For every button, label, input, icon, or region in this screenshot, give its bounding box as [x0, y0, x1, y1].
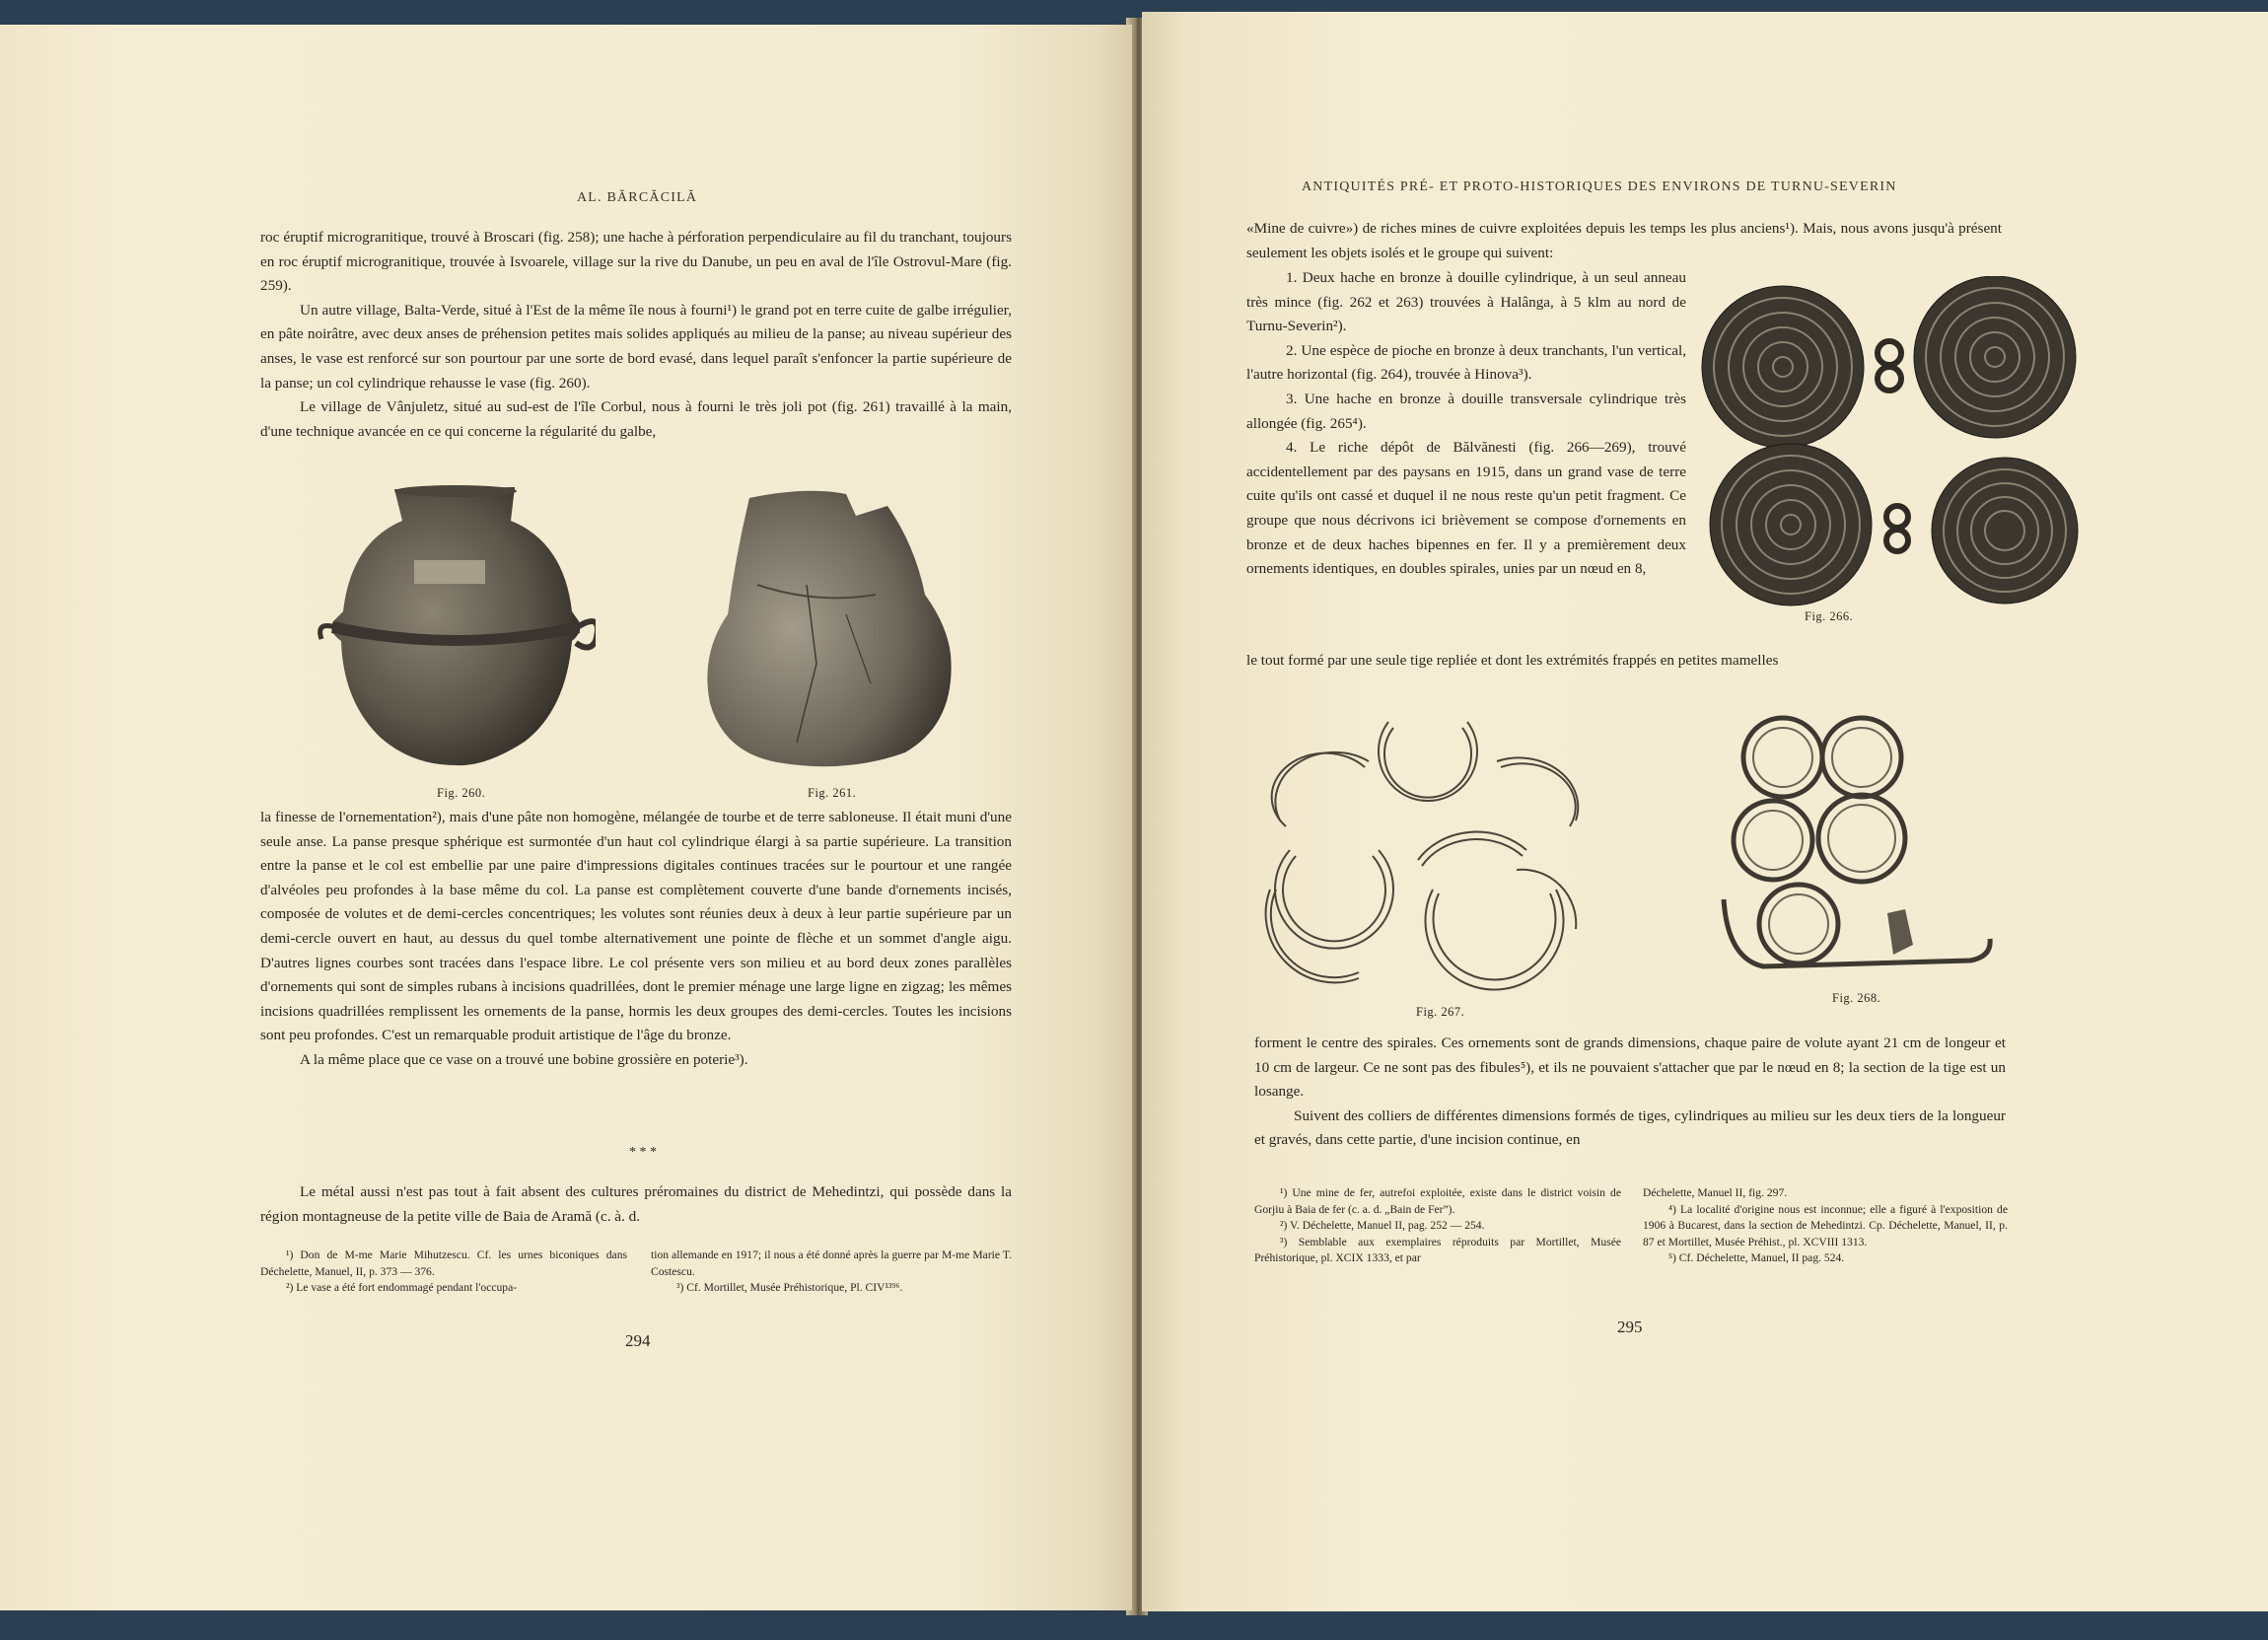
right-paragraph-1: «Mine de cuivre») de riches mines de cuivre exploitées depuis les temps les plus anciens¹). Mais, nous avons jusqu'à présent seulement les objets isolés et le groupe qui suivent: [1246, 220, 2002, 261]
right-footnote-3-cont: Déchelette, Manuel II, fig. 297. [1643, 1186, 1788, 1199]
left-paragraph-2: Un autre village, Balta-Verde, situé à l'Est de la même île nous à fourni¹) le grand pot en terre cuite de galbe irrégulier, en pâte noirâtre, avec deux anses de préhension petites mais solides appliqués au milieu de la panse; au niveau supérieur des anses, le vase est renforcé sur son pourtour par une sorte de bord evasé, dans lequel paraît s'enfoncer la partie supérieure de la panse; un col cylindrique rehausse le vase (fig. 260). [260, 301, 1012, 392]
left-footnote-2-cont: tion allemande en 1917; il nous a été donné après la guerre par M-me Marie T. Costescu. [651, 1248, 1012, 1278]
fig-268-rings-image [1704, 702, 2000, 988]
right-footnote-2: ²) V. Déchelette, Manuel II, pag. 252 — 254. [1280, 1219, 1485, 1232]
fig-267-collars-drawing [1260, 702, 1605, 998]
right-footnote-5: ⁵) Cf. Déchelette, Manuel, II pag. 524. [1668, 1251, 1845, 1264]
left-footnote-1: ¹) Don de M-me Marie Mihutzescu. Cf. les urnes biconiques dans Déchelette, Manuel, II, p. 373 — 376. [260, 1248, 627, 1278]
left-footnotes-col-1 [260, 1248, 627, 1297]
right-paragraph-after: forment le centre des spirales. Ces ornements sont de grands dimensions, chaque paire de volute ayant 21 cm de longeur et 10 cm de largeur. Ce ne sont pas des fibules⁵), et ils ne pouvaient s'attacher que par le nœud en 8; la section de la tige est un losange. [1254, 1034, 2006, 1101]
fig-261-caption: Fig. 261. [808, 786, 857, 800]
left-paragraph-3: Le village de Vânjuletz, situé au sud-est de l'île Corbul, nous à fourni le très joli pot (fig. 261) travaillé à la main, d'une technique avancée en ce qui concerne la régularité du galbe, [260, 398, 1012, 440]
right-item-2: 2. Une espèce de pioche en bronze à deux tranchants, l'un vertical, l'autre horizontal (fig. 264), trouvée à Hinova³). [1246, 341, 1686, 384]
right-item-4: 4. Le riche dépôt de Bălvănesti (fig. 266—269), trouvé accidentellement par des paysans en 1915, dans un grand vase de terre cuite qu'ils ont cassé et duquel il ne nous reste qu'un petit fragment. Ce groupe que nous décrivons ici brièvement se compose d'ornements en bronze et de deux haches bipennes en fer. Il y a premièrement deux ornements identiques, en doubles spirales, unies par un nœud en 8, [1246, 439, 1686, 578]
running-header-left: AL. BĂRCĂCILĂ [577, 190, 698, 205]
left-text-bottom [260, 806, 1012, 1073]
left-paragraph-4: la finesse de l'ornementation²), mais d'une pâte non homogène, mélangée de tourbe et de terre sabloneuse. Il était muni d'une seule anse. La panse presque sphérique est surmontée d'un haut col cylindrique élargi à sa partie supérieure. La transition entre la panse et le col est embellie par une paire d'impressions digitales continues tracées sur le pourtour et une rangée d'alvéoles peu profondes à la base même du col. La panse est complètement couverte d'une bande d'ornements incisés, composée de volutes et de demi-cercles concentriques; les volutes sont réunies deux à deux à leur partie supérieure par un demi-cercle ouvert en haut, au dessus du quel tombe alternativement une pointe de flèche et un sommet d'angle aigu. D'autres lignes courbes sont tracées dans l'espace libre. Le col présente vers son milieu et au bord deux zones parallèles d'ornements qui sont de simples rubans à incisions quadrillées, dont le premier ménage une large ligne en zigzag; les mêmes incisions quadrillées remplissent les ornements de la panse, hormis les deux groupes des demi-cercles. Toutes les incisions sont peu profondes. C'est un remarquable produit artistique de l'âge du bronze. [260, 809, 1012, 1044]
left-footnotes-col-2 [651, 1248, 1012, 1297]
right-footnote-3: ³) Semblable aux exemplaires réproduits par Mortillet, Musée Préhistorique, pl. XCIX 1333, et par [1254, 1235, 1621, 1264]
fig-266-caption: Fig. 266. [1805, 609, 1854, 623]
right-page [1142, 12, 2268, 1611]
fig-260-caption: Fig. 260. [437, 786, 486, 800]
page-number-right: 295 [1617, 1318, 1643, 1336]
right-item-1: 1. Deux hache en bronze à douille cylindrique, à un seul anneau très mince (fig. 262 et 263) trouvées à Halânga, à 5 klm au nord de Turnu-Severin²). [1246, 269, 1686, 335]
left-paragraph-1: roc éruptif micrograпitique, trouvé à Broscari (fig. 258); une hache à pérforation perpendiculaire au fil du tranchant, toujours en roc éruptif microgranitique, trouvée à Isvoarele, village sur la rive du Danube, un peu en aval de l'île Ostrovul-Mare (fig. 259). [260, 229, 1012, 295]
fig-260-vase-image [318, 483, 596, 769]
left-footnote-2: ²) Le vase a été fort endommagé pendant l'occupa- [286, 1281, 518, 1294]
fig-268-caption: Fig. 268. [1832, 991, 1881, 1005]
right-text-after-figs [1254, 1032, 2006, 1153]
fig-266-spiral-ornaments-image [1694, 276, 2138, 611]
right-text-intro [1246, 217, 2002, 265]
fig-267-caption: Fig. 267. [1416, 1005, 1465, 1019]
right-text-list [1246, 266, 1686, 582]
right-footnote-4: ⁴) La localité d'origine nous est inconnue; elle a figuré à l'exposition de 1906 à Bucarest, dans la section de Mehedintzi. Cp. Déchelette, Manuel, II, p. 87 et Mortillet, Musée Préhist., pl. XCVIII 1313. [1643, 1202, 2008, 1248]
left-paragraph-6: Le métal aussi n'est pas tout à fait absent des cultures préromaines du district de Mehedintzi, qui possède dans la région montagneuse de la petite ville de Baia de Aramă (c. à. d. [260, 1183, 1012, 1225]
right-footnotes-col-1 [1254, 1185, 1621, 1267]
left-text-top [260, 226, 1012, 444]
right-item-4-cont: le tout formé par une seule tige repliée et dont les extrémités frappés en petites mamelles [1246, 652, 1779, 669]
left-page [0, 25, 1132, 1610]
left-text-final [260, 1180, 1012, 1229]
left-footnote-3: ³) Cf. Mortillet, Musée Préhistorique, Pl. CIV¹³⁹⁶. [676, 1281, 903, 1294]
fig-261-vase-image [698, 486, 957, 772]
section-break-stars: * * * [629, 1145, 657, 1160]
right-footnotes-col-2 [1643, 1185, 2008, 1267]
page-number-left: 294 [625, 1331, 651, 1350]
right-text-cont [1246, 649, 2002, 674]
right-paragraph-last: Suivent des colliers de différentes dimensions formés de tiges, cylindriques au milieu sur les deux tiers de la longueur et gravés, dans cette partie, d'une incision continue, en [1254, 1106, 2006, 1149]
right-item-3: 3. Une hache en bronze à douille transversale cylindrique très allongée (fig. 265⁴). [1246, 390, 1686, 432]
right-footnote-1: ¹) Une mine de fer, autrefoi exploitée, existe dans le district voisin de Gorjiu à Baia de fer (c. a. d. „Bain de Fer”). [1254, 1186, 1621, 1216]
left-paragraph-5: A la même place que ce vase on a trouvé une bobine grossière en poterie³). [300, 1050, 748, 1068]
running-header-right: ANTIQUITÉS PRÉ- ET PROTO-HISTORIQUES DES ENVIRONS DE TURNU-SEVERIN [1302, 179, 1897, 194]
